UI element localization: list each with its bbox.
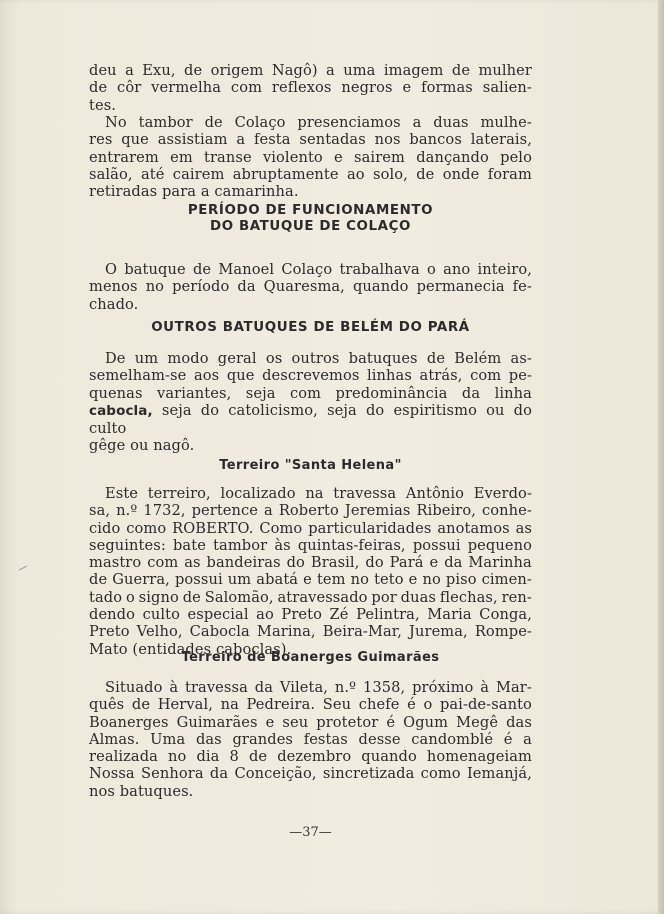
- margin-pencil-mark: [18, 565, 28, 571]
- text-line: mastro com as bandeiras do Brasil, do Pará e da Marinha: [89, 554, 532, 572]
- paragraph-funcionamento: [89, 261, 532, 313]
- text-line: sa, n.º 1732, pertence a Roberto Jeremias Ribeiro, conhe-: [89, 502, 532, 520]
- text-line: Este terreiro, localizado na travessa Antônio Everdo-: [105, 485, 532, 502]
- paragraph-colaco-trance: [89, 114, 532, 200]
- text-line: Situado à travessa da Vileta, n.º 1358, próximo à Mar-: [105, 679, 532, 696]
- text-line: entrarem em transe violento e sairem dançando pelo: [89, 148, 532, 166]
- subsection-heading-santa-helena: Terreiro "Santa Helena": [219, 458, 402, 473]
- text-line: salão, até cairem abruptamente ao solo, de onde foram: [89, 165, 532, 183]
- text-line: Nossa Senhora da Conceição, sincretizada como Iemanjá,: [89, 765, 532, 783]
- page-number: —37—: [289, 825, 332, 840]
- text-line: De um modo geral os outros batuques de Belém as-: [105, 350, 532, 367]
- subsection-heading-boanerges: Terreiro de Boanerges Guimarães: [181, 650, 440, 665]
- text-line: quenas variantes, seja com predominância da linha: [89, 384, 532, 402]
- text-line: retiradas para a camarinha.: [89, 183, 299, 201]
- text-line: semelham-se aos que descrevemos linhas atrás, com pe-: [89, 367, 532, 385]
- text-line: res que assistiam a festa sentadas nos bancos laterais,: [89, 131, 532, 149]
- text-line: Almas. Uma das grandes festas desse candomblé é a: [89, 730, 532, 748]
- paragraph-santa-helena: [89, 485, 532, 658]
- text-line: cido como ROBERTO. Como particularidades anotamos as: [89, 519, 532, 537]
- text-line: tes.: [89, 96, 117, 114]
- text-line: O batuque de Manoel Colaço trabalhava o ano inteiro,: [105, 261, 532, 278]
- text-line: seguintes: bate tambor às quintas-feiras, possui pequeno: [89, 536, 532, 554]
- text-line: tado o signo de Salomão, atravessado por duas flechas, ren-: [89, 588, 532, 606]
- paragraph-boanerges: [89, 679, 532, 800]
- text-line: realizada no dia 8 de dezembro quando homenageiam: [89, 748, 532, 766]
- heading-line: DO BATUQUE DE COLAÇO: [209, 219, 411, 234]
- text-line: dendo culto especial ao Preto Zé Pelintra, Maria Conga,: [89, 606, 532, 624]
- text-line: de Guerra, possui um abatá e tem no teto e no piso cimen-: [89, 571, 532, 589]
- text-line: gêge ou nagô.: [89, 437, 195, 455]
- text-line: Mato (entidades caboclas).: [89, 640, 292, 658]
- text-line: Boanerges Guimarães e seu protetor é Ogum Megê das: [89, 713, 532, 731]
- text-line: No tambor de Colaço presenciamos a duas mulhe-: [105, 114, 532, 131]
- text-line: de côr vermelha com reflexos negros e formas salien-: [89, 79, 532, 97]
- heading-line: PERÍODO DE FUNCIONAMENTO: [187, 203, 434, 218]
- text-line: quês de Herval, na Pedreira. Seu chefe é o pai-de-santo: [89, 696, 532, 714]
- text-line: menos no período da Quaresma, quando permanecia fe-: [89, 278, 532, 296]
- text-line: cabocla, seja do catolicismo, seja do espiritismo ou do culto: [89, 401, 532, 438]
- text-line: chado.: [89, 295, 139, 313]
- section-heading-periodo: [89, 203, 532, 235]
- text-line: Preto Velho, Cabocla Marina, Beira-Mar, Jurema, Rompe-: [89, 623, 532, 641]
- text-line: nos batuques.: [89, 782, 194, 800]
- paragraph-continuation: [89, 62, 532, 114]
- text-line: deu a Exu, de origem Nagô) a uma imagem de mulher: [89, 62, 532, 79]
- page-edge: [658, 0, 664, 914]
- paragraph-outros-batuques: [89, 350, 532, 455]
- section-heading-outros-batuques: OUTROS BATUQUES DE BELÉM DO PARÁ: [151, 320, 470, 335]
- emphasized-word: cabocla,: [89, 402, 153, 419]
